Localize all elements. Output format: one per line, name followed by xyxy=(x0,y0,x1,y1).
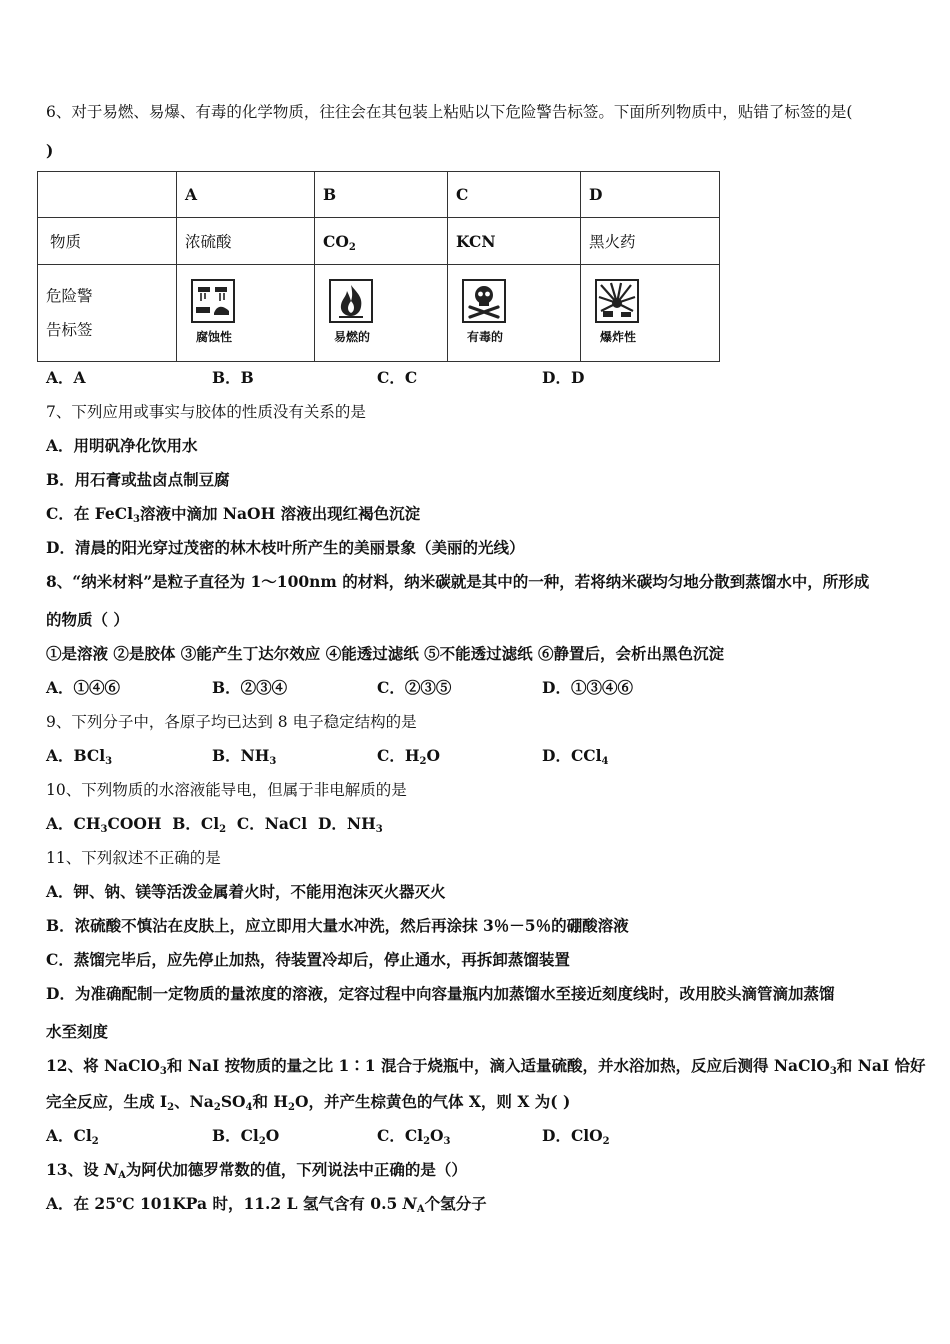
q10-option-c[interactable]: C．NaCl xyxy=(236,814,308,833)
q6-option-a[interactable]: A．A xyxy=(46,368,86,387)
label-d-caption: 爆炸性 xyxy=(599,330,636,344)
q12-stem-line2: 完全反应，生成 $I_2$、$Na_2SO_4$和 $H_2O$，并产生棕黄色的气体 X，则 X 为( ) xyxy=(46,1092,571,1113)
substance-a: 浓硫酸 xyxy=(177,218,315,265)
q10-option-a[interactable]: A．$CH_3COOH$ xyxy=(46,814,162,835)
substance-d: 黑火药 xyxy=(581,218,720,265)
q12-option-b[interactable]: B．$Cl_2O$ xyxy=(212,1126,280,1147)
row-label-substance: 物质 xyxy=(38,218,177,265)
table-header-a: A xyxy=(177,172,315,218)
table-header-c: C xyxy=(448,172,581,218)
label-c-caption: 有毒的 xyxy=(466,330,503,344)
q11-option-c[interactable]: C．蒸馏完毕后，应先停止加热，待装置冷却后，停止通水，再拆卸蒸馏装置 xyxy=(46,950,570,969)
explosion-icon xyxy=(593,279,643,347)
q13-stem: 13、设 $N_A$为阿伏加德罗常数的值，下列说法中正确的是（） xyxy=(46,1160,467,1181)
q8-stem-line1: 8、“纳米材料”是粒子直径为 1～100nm 的材料，纳米碳就是其中的一种，若将纳米碳均匀地分散到蒸馏水中，所形成 xyxy=(46,572,870,591)
q11-stem: 11、下列叙述不正确的是 xyxy=(46,849,221,867)
q12-option-d[interactable]: D．ClO$_2$ xyxy=(542,1126,610,1147)
q7-option-c[interactable]: C．在 FeCl$_3$溶液中滴加 NaOH 溶液出现红褐色沉淀 xyxy=(46,504,421,525)
q11-option-a[interactable]: A．钾、钠、镁等活泼金属着火时，不能用泡沫灭火器灭火 xyxy=(46,882,446,901)
table-header-empty xyxy=(38,172,177,218)
q12-option-a[interactable]: A．$Cl_2$ xyxy=(46,1126,99,1147)
flame-icon xyxy=(327,279,377,347)
q9-option-b[interactable]: B．$NH_3$ xyxy=(212,746,277,767)
q8-option-b[interactable]: B．②③④ xyxy=(212,678,288,697)
row-label-hazard-line1: 危险警 xyxy=(46,287,93,305)
q11-option-d-line2[interactable]: 水至刻度 xyxy=(46,1022,109,1041)
row-label-hazard xyxy=(38,265,177,362)
q6-stem-end: ) xyxy=(46,141,54,160)
q12-stem-line1: 12、将 NaClO$_3$和 NaI 按物质的量之比 1∶1 混合于烧瓶中，滴入适量硫酸，并水浴加热，反应后测得 NaClO$_3$和 NaI 恰好 xyxy=(46,1056,926,1077)
q10-stem: 10、下列物质的水溶液能导电，但属于非电解质的是 xyxy=(46,781,407,799)
q8-option-d[interactable]: D．①③④⑥ xyxy=(542,678,633,697)
table-header-b: B xyxy=(315,172,448,218)
substance-c: KCN xyxy=(448,218,581,265)
q13-option-a[interactable]: A．在 25℃ 101KPa 时，11.2 L 氢气含有 0.5 $N_A$个氢分子 xyxy=(46,1194,487,1215)
hazard-label-table xyxy=(37,171,720,362)
q7-option-a[interactable]: A．用明矾净化饮用水 xyxy=(46,436,198,455)
label-b-caption: 易燃的 xyxy=(333,330,370,344)
q11-option-d-line1[interactable]: D．为准确配制一定物质的量浓度的溶液，定容过程中向容量瓶内加蒸馏水至接近刻度线时，改用胶头滴管滴加蒸馏 xyxy=(46,984,835,1003)
q8-option-c[interactable]: C．②③⑤ xyxy=(377,678,452,697)
q6-option-c[interactable]: C．C xyxy=(377,368,418,387)
substance-b: $CO_2$ xyxy=(315,218,448,265)
q8-stem-line2: 的物质（ ） xyxy=(46,610,129,629)
q9-option-a[interactable]: A．BCl$_3$ xyxy=(46,746,113,767)
q10-option-d[interactable]: D．$NH_3$ xyxy=(317,814,383,835)
q9-option-c[interactable]: C．$H_2O$ xyxy=(377,746,440,767)
q11-option-b[interactable]: B．浓硫酸不慎沾在皮肤上，应立即用大量水冲洗，然后再涂抹 3％－5％的硼酸溶液 xyxy=(46,916,629,935)
q7-option-d[interactable]: D．清晨的阳光穿过茂密的林木枝叶所产生的美丽景象（美丽的光线） xyxy=(46,538,525,557)
q6-option-b[interactable]: B．B xyxy=(212,368,254,387)
q6-option-d[interactable]: D．D xyxy=(542,368,585,387)
corrosive-icon xyxy=(189,279,239,347)
label-a-caption: 腐蚀性 xyxy=(195,330,232,344)
q10-options xyxy=(46,814,383,834)
label-a-cell xyxy=(177,265,315,362)
q9-stem: 9、下列分子中，各原子均已达到 8 电子稳定结构的是 xyxy=(46,713,417,731)
label-b-cell xyxy=(315,265,448,362)
label-c-cell xyxy=(448,265,581,362)
q6-stem: 6、对于易燃、易爆、有毒的化学物质，往往会在其包装上粘贴以下危险警告标签。下面所列物质中，贴错了标签的是( xyxy=(46,103,853,121)
q12-option-c[interactable]: C．$Cl_2O_3$ xyxy=(377,1126,451,1147)
row-label-hazard-line2: 告标签 xyxy=(46,321,93,339)
q10-option-b[interactable]: B．$Cl_2$ xyxy=(172,814,227,835)
q9-option-d[interactable]: D．CCl$_4$ xyxy=(542,746,609,767)
q7-option-b[interactable]: B．用石膏或盐卤点制豆腐 xyxy=(46,470,230,489)
table-header-d: D xyxy=(581,172,720,218)
label-d-cell xyxy=(581,265,720,362)
skull-crossbones-icon xyxy=(460,279,510,347)
q8-statements: ①是溶液 ②是胶体 ③能产生丁达尔效应 ④能透过滤纸 ⑤不能透过滤纸 ⑥静置后，会析出黑色沉淀 xyxy=(46,644,724,663)
q8-option-a[interactable]: A．①④⑥ xyxy=(46,678,121,697)
q7-stem: 7、下列应用或事实与胶体的性质没有关系的是 xyxy=(46,403,366,421)
